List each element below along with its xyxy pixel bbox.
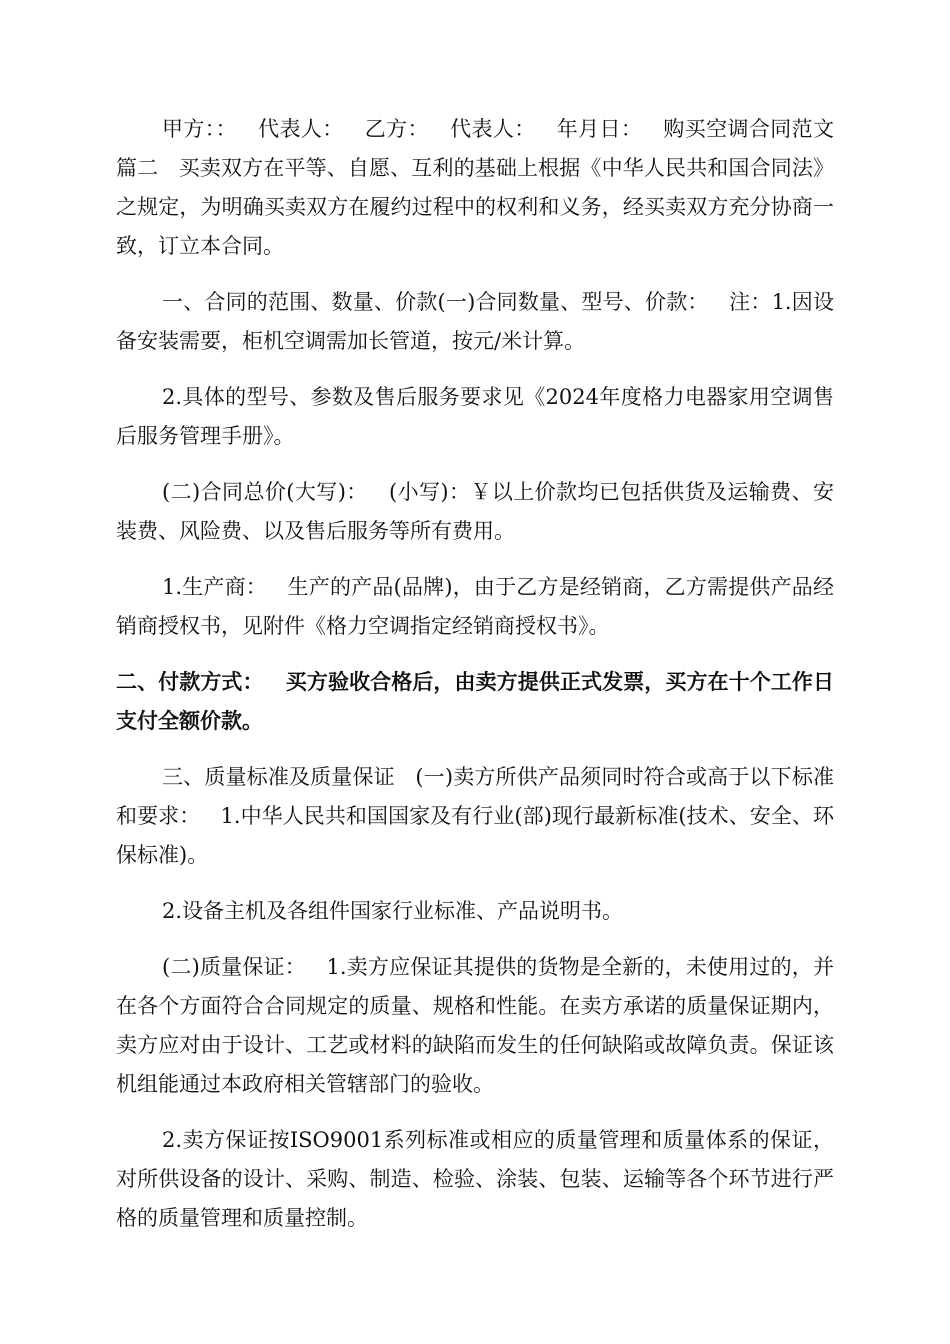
paragraph-quality-guarantee: (二)质量保证： 1.卖方应保证其提供的货物是全新的，未使用过的，并在各个方面符合合同规定的质量、规格和性能。在卖方承诺的质量保证期内，卖方应对由于设计、工艺或材料的缺陷而发生的任何缺陷或故障负责。保证该机组能通过本政府相关管辖部门的验收。	[116, 955, 834, 1096]
paragraph-contract-scope: 一、合同的范围、数量、价款(一)合同数量、型号、价款： 注：1.因设备安装需要，柜机空调需加长管道，按元/米计算。	[116, 290, 834, 353]
paragraph-quality-standards: 三、质量标准及质量保证 (一)卖方所供产品须同时符合或高于以下标准和要求： 1.中华人民共和国国家及有行业(部)现行最新标准(技术、安全、环保标准)。	[116, 765, 834, 867]
document-page	[116, 110, 834, 1255]
paragraph-iso-guarantee: 2.卖方保证按ISO9001系列标准或相应的质量管理和质量体系的保证，对所供设备的设计、采购、制造、检验、涂装、包装、运输等各个环节进行严格的质量管理和质量控制。	[116, 1128, 834, 1230]
paragraph-manufacturer: 1.生产商： 生产的产品(品牌)，由于乙方是经销商，乙方需提供产品经销商授权书，见附件《格力空调指定经销商授权书》。	[116, 575, 834, 638]
paragraph-payment-method: 二、付款方式： 买方验收合格后，由卖方提供正式发票，买方在十个工作日支付全额价款。	[116, 670, 834, 733]
paragraph-parties-preamble: 甲方：： 代表人： 乙方： 代表人： 年月日： 购买空调合同范文篇二 买卖双方在平等、自愿、互利的基础上根据《中华人民共和国合同法》之规定，为明确买卖双方在履约过程中的权利和义务，经买卖双方充分协商一致，订立本合同。	[116, 117, 834, 258]
paragraph-industry-standards: 2.设备主机及各组件国家行业标准、产品说明书。	[162, 899, 624, 923]
paragraph-model-specs: 2.具体的型号、参数及售后服务要求见《2024年度格力电器家用空调售后服务管理手册》。	[116, 385, 834, 448]
paragraph-total-price: (二)合同总价(大写)： (小写)：￥以上价款均已包括供货及运输费、安装费、风险费、以及售后服务等所有费用。	[116, 480, 834, 543]
